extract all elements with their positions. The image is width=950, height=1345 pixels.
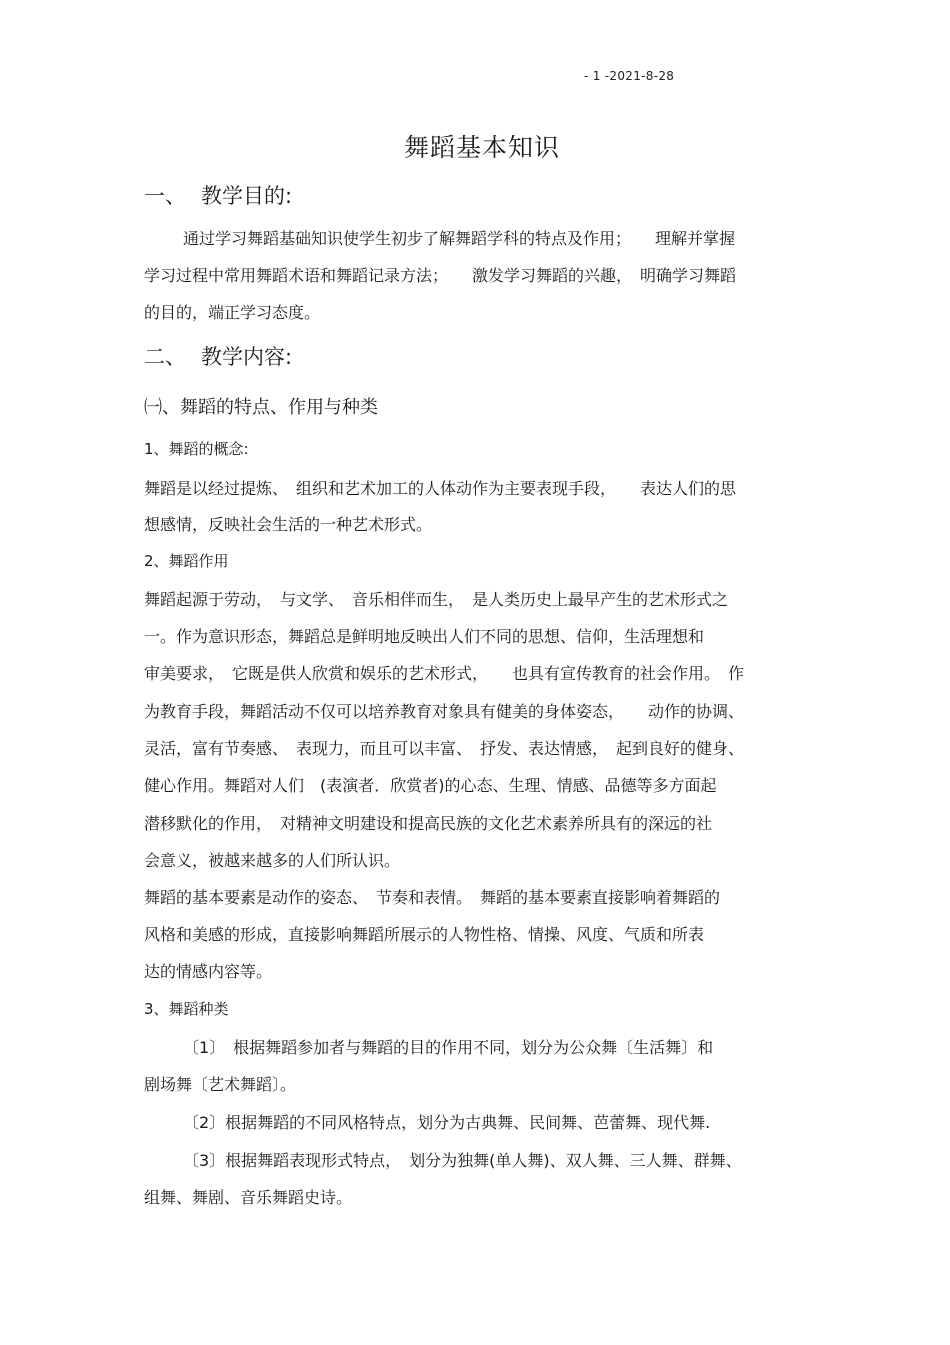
subsection-heading: ㈠、舞蹈的特点、作用与种类 <box>144 397 378 418</box>
list-item-continued: 剧场舞〔艺术舞蹈〕。 <box>144 1075 297 1094</box>
list-item-continued: 组舞、舞剧、音乐舞蹈史诗。 <box>144 1188 353 1207</box>
paragraph-line: 为教育手段，舞蹈活动不仅可以培养教育对象具有健美的身体姿态， 动作的协调、 <box>144 702 745 721</box>
paragraph-line: 风格和美感的形成，直接影响舞蹈所展示的人物性格、情操、风度、气质和所表 <box>144 925 705 944</box>
paragraph-line: 学习过程中常用舞蹈术语和舞蹈记录方法； 激发学习舞蹈的兴趣， 明确学习舞蹈 <box>144 266 737 285</box>
paragraph-line: 灵活，富有节奏感、 表现力，而且可以丰富、 抒发、表达情感， 起到良好的健身、 <box>144 739 745 758</box>
page-header: - 1 -2021-8-28 <box>584 69 675 83</box>
paragraph-line: 会意义，被越来越多的人们所认识。 <box>144 851 401 870</box>
paragraph-line: 舞蹈的基本要素是动作的姿态、 节奏和表情。 舞蹈的基本要素直接影响着舞蹈的 <box>144 888 721 907</box>
section-number: 二、 <box>144 345 186 369</box>
paragraph-line: 健心作用。舞蹈对人们 (表演者．欣赏者)的心态、生理、情感、品德等多方面起 <box>144 776 717 795</box>
item-2-heading: 2、舞蹈作用 <box>144 552 229 570</box>
section-title: 教学内容: <box>201 345 293 369</box>
paragraph-line: 通过学习舞蹈基础知识使学生初步了解舞蹈学科的特点及作用； 理解并掌握 <box>183 229 736 248</box>
paragraph-line: 想感情，反映社会生活的一种艺术形式。 <box>144 515 433 534</box>
list-item: 〔2〕根据舞蹈的不同风格特点，划分为古典舞、民间舞、芭蕾舞、现代舞. <box>183 1113 711 1132</box>
section-title: 教学目的: <box>201 184 293 208</box>
list-item: 〔3〕根据舞蹈表现形式特点， 划分为独舞(单人舞)、双人舞、三人舞、群舞、 <box>183 1151 742 1170</box>
paragraph-line: 一。作为意识形态，舞蹈总是鲜明地反映出人们不同的思想、信仰，生活理想和 <box>144 627 705 646</box>
doc-title: 舞蹈基本知识 <box>404 133 561 162</box>
item-1-heading: 1、舞蹈的概念: <box>144 440 249 458</box>
paragraph-line: 审美要求， 它既是供人欣赏和娱乐的艺术形式， 也具有宣传教育的社会作用。 作 <box>144 664 745 683</box>
paragraph-line: 舞蹈是以经过提炼、 组织和艺术加工的人体动作为主要表现手段， 表达人们的思 <box>144 479 737 498</box>
paragraph-line: 的目的，端正学习态度。 <box>144 303 321 322</box>
section-number: 一、 <box>144 184 186 208</box>
list-item: 〔1〕 根据舞蹈参加者与舞蹈的目的作用不同，划分为公众舞〔生活舞〕和 <box>183 1038 714 1057</box>
paragraph-line: 潜移默化的作用， 对精神文明建设和提高民族的文化艺术素养所具有的深远的社 <box>144 814 713 833</box>
paragraph-line: 舞蹈起源于劳动， 与文学、 音乐相伴而生， 是人类历史上最早产生的艺术形式之 <box>144 590 729 609</box>
item-3-heading: 3、舞蹈种类 <box>144 1000 229 1018</box>
paragraph-line: 达的情感内容等。 <box>144 962 273 981</box>
section-2-heading <box>144 341 292 371</box>
section-1-heading <box>144 180 292 210</box>
